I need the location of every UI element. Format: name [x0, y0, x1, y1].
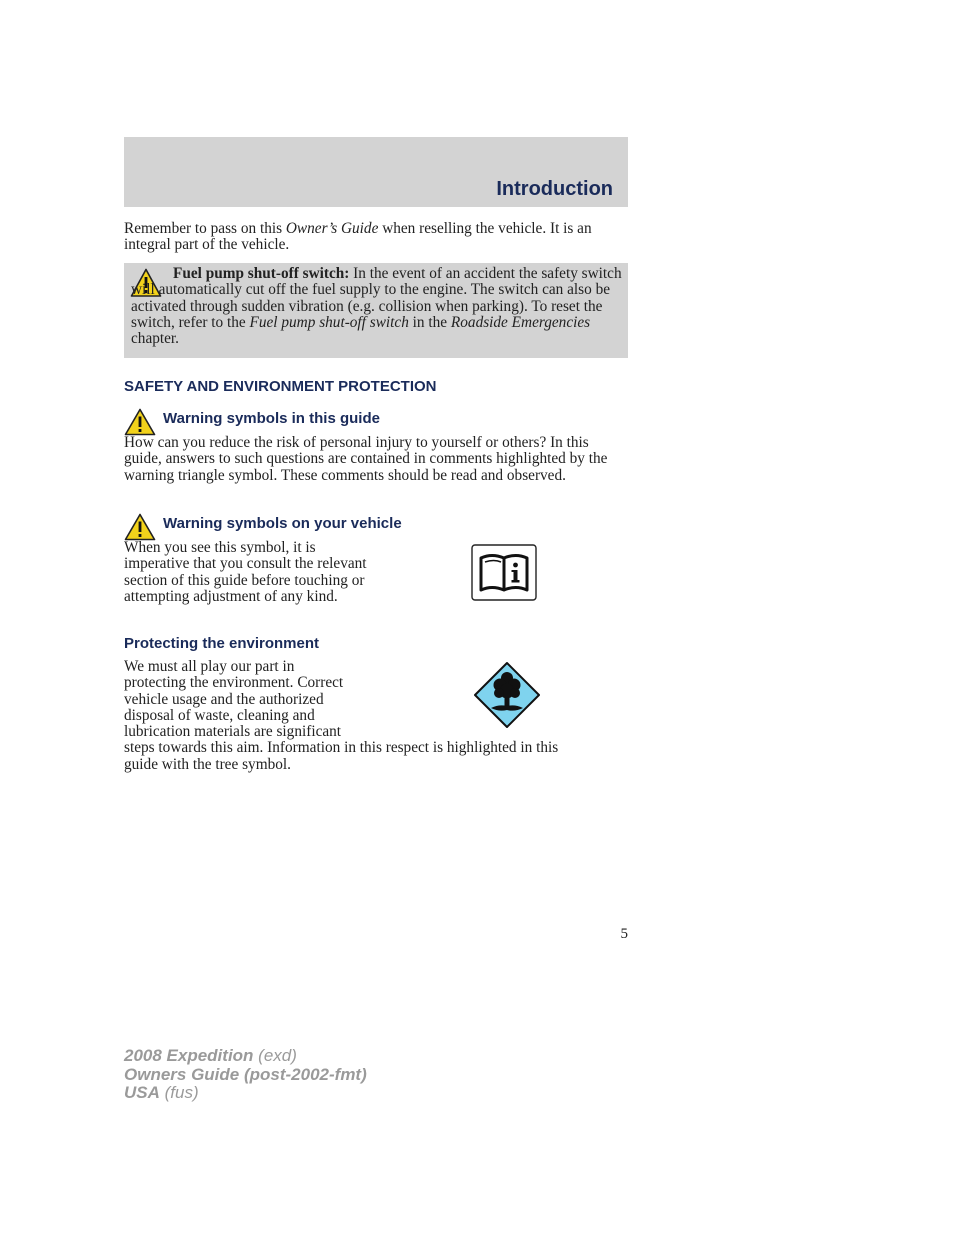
footer-line-3	[124, 1084, 367, 1103]
footer-model-code: (exd)	[253, 1046, 297, 1065]
warning-body-3: chapter.	[131, 330, 179, 348]
warning-body-2: in the	[408, 313, 451, 331]
fuel-pump-ref: Fuel pump shut-off switch	[249, 313, 409, 331]
warning-triangle-icon	[124, 513, 156, 541]
warning-title: Fuel pump shut-off switch:	[173, 265, 350, 282]
vehicle-symbols-heading: Warning symbols on your vehicle	[163, 515, 402, 532]
header-band	[124, 137, 628, 207]
footer-model: 2008 Expedition	[124, 1046, 254, 1065]
book-info-icon	[471, 544, 537, 601]
owners-guide-italic: Owner’s Guide	[285, 220, 379, 237]
environment-text	[124, 659, 624, 773]
footer-line-2	[124, 1066, 367, 1085]
footer-line-1	[124, 1047, 367, 1066]
environment-line: protecting the environment. Correct	[124, 674, 344, 692]
tree-icon	[473, 661, 541, 729]
environment-line: vehicle usage and the authorized	[124, 690, 324, 708]
environment-line: lubrication materials are significant	[124, 723, 342, 741]
page-number: 5	[620, 926, 628, 942]
warning-text	[131, 266, 623, 347]
footer-market: USA	[124, 1083, 160, 1102]
intro-text: Remember to pass on this	[124, 220, 286, 237]
page-title: Introduction	[496, 178, 613, 200]
roadside-ref: Roadside Emergencies	[450, 313, 591, 331]
environment-heading: Protecting the environment	[124, 635, 320, 652]
environment-line: guide with the tree symbol.	[124, 755, 291, 773]
footer-guide: Owners Guide (post-2002-fmt)	[124, 1064, 367, 1084]
footer	[124, 1047, 367, 1103]
warning-triangle-icon	[124, 408, 156, 436]
vehicle-symbols-text: When you see this symbol, it is imperative that you consult the relevant section of this guide before touching or attempting adjustment of any kind.	[124, 539, 367, 605]
guide-symbols-heading: Warning symbols in this guide	[163, 410, 380, 427]
environment-line: We must all play our part in	[124, 658, 295, 675]
environment-line: steps towards this aim. Information in this respect is highlighted in this	[124, 739, 559, 757]
intro-text-rest: when reselling the vehicle. It is an integral part of the vehicle.	[124, 220, 592, 254]
intro-paragraph	[124, 221, 624, 254]
section-heading: SAFETY AND ENVIRONMENT PROTECTION	[124, 378, 437, 395]
footer-market-code: (fus)	[159, 1083, 199, 1102]
environment-line: disposal of waste, cleaning and	[124, 706, 315, 724]
warning-body: In the event of an accident the safety switch will automatically cut off the fuel supply to the engine. The switch can also be activated through sudden vibration (e.g. collision when parking). To reset the switch, refer to the	[131, 265, 622, 331]
guide-symbols-text: How can you reduce the risk of personal injury to yourself or others? In this guide, answers to such questions are contained in comments highlighted by the warning triangle symbol. These comments should be read and observed.	[124, 434, 608, 484]
warning-box	[124, 263, 628, 358]
